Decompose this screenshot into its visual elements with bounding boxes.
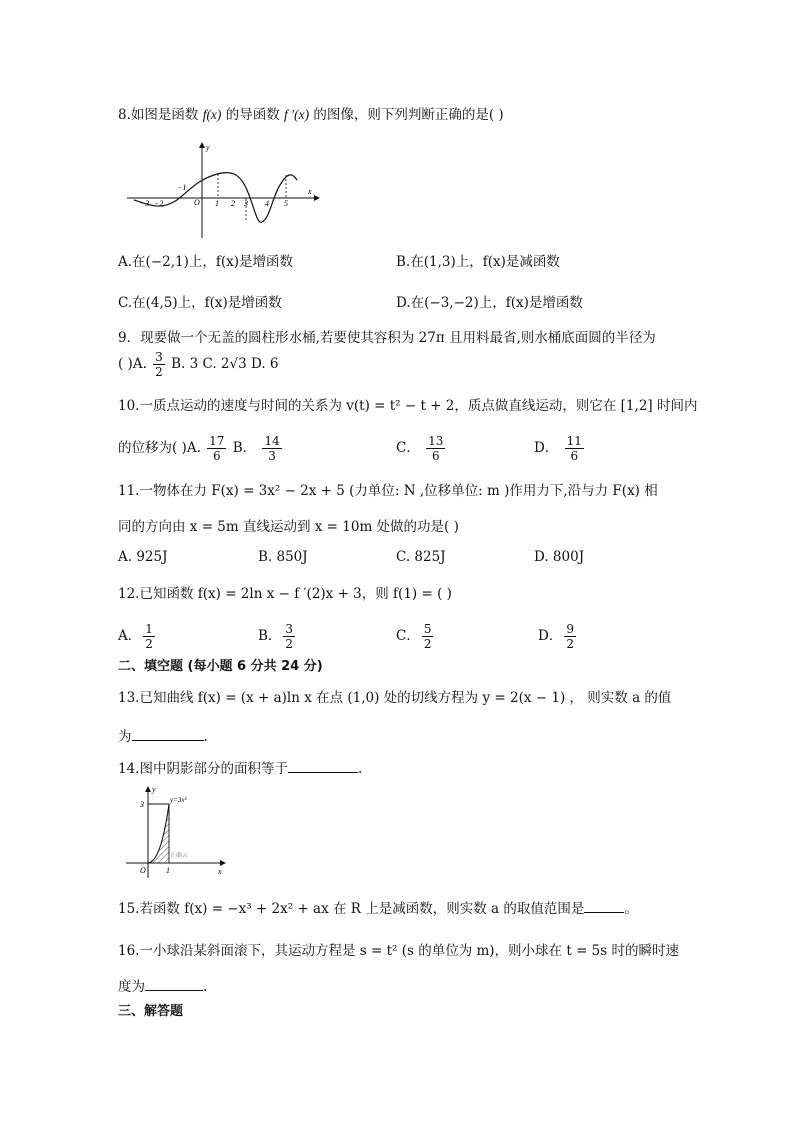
q11-option-b: B. 850J (258, 549, 308, 565)
q11-option-c: C. 825J (396, 549, 446, 565)
q14-origin: O (140, 866, 146, 875)
q8-stem-a: 8.如图是函数 (118, 107, 199, 123)
q8-derivative-graph (122, 140, 322, 240)
q8-stem-b: 的导函数 (225, 107, 280, 123)
q14-stem: 14.图中阴影部分的面积等于 . (118, 758, 362, 779)
q8-ylabel: y (206, 143, 210, 152)
q14-ylabel: y (152, 785, 156, 794)
q8-option-c: C.在(4,5)上，f(x)是增函数 (118, 295, 282, 311)
q10-option-c: C． $\frac{13}{6}$ (396, 434, 444, 463)
q15-answer-blank[interactable] (584, 898, 624, 913)
q14-curve-label: y=3x² (170, 796, 187, 804)
q12-option-c: C． $\frac{5}{2}$ (396, 622, 432, 651)
q16-stem-line2: 度为 . (118, 976, 207, 997)
section-answer-heading: 三、解答题 (118, 1004, 184, 1019)
q16-stem-line1: 16.一小球沿某斜面滚下，其运动方程是 s = t² (s 的单位为 m)，则小球在 t = 5s 时的瞬时速 (118, 943, 679, 959)
q8-tick: 2 (231, 199, 235, 208)
q11-option-d: D. 800J (534, 549, 585, 565)
q15-stem: 15.若函数 f(x) = −x³ + 2x² + ax 在 R 上是减函数，则实数 a 的取值范围是 。 (118, 898, 638, 919)
q8-tick: −1 (177, 183, 187, 192)
q10-stem: 10.一质点运动的速度与时间的关系为 v(t) = t² − t + 2，质点做直线运动，则它在 [1,2] 时间内 (118, 398, 698, 414)
q9-options (118, 350, 279, 379)
q8-tick: 3 (244, 199, 248, 208)
q14-shaded-area-graph (118, 784, 228, 884)
q10-option-d: D． $\frac{11}{6}$ (534, 434, 582, 463)
q14-watermark: 正确云 (170, 853, 189, 859)
q14-tick-3: 3 (140, 800, 144, 809)
q10-option-a-frac: $\frac{17}{6}$ (209, 434, 225, 463)
q9-stem: 9．现要做一个无盖的圆柱形水桶,若要使其容积为 27π 且用料最省,则水桶底面圆的半径为 (118, 330, 656, 346)
q12-stem: 12.已知函数 f(x) = 2ln x − f ′(2)x + 3，则 f(1) = ( ) (118, 586, 452, 602)
q14-answer-blank[interactable] (288, 758, 358, 773)
q8-tick: 4 (265, 199, 269, 208)
q14-xlabel: x (218, 867, 222, 876)
q8-xlabel: x (308, 187, 312, 196)
q8-origin: O (194, 198, 200, 207)
q12-option-d: D． $\frac{9}{2}$ (538, 622, 574, 651)
q10-lead: 的位移为( )A. $\frac{17}{6}$ B． $\frac{14}{3}$ (118, 434, 280, 463)
q13-stem-line1: 13.已知曲线 f(x) = (x + a)ln x 在点 (1,0) 处的切线方程为 y = 2(x − 1) ， 则实数 a 的值 (118, 690, 672, 706)
q12-option-b: B． $\frac{3}{2}$ (258, 622, 294, 651)
q8-tick: 1 (215, 199, 219, 208)
q14-tick-1: 1 (166, 866, 170, 875)
q11-option-a: A. 925J (118, 549, 168, 565)
q8-stem-c: 的图像，则下列判断正确的是( ) (313, 107, 504, 123)
q8-option-b: B.在(1,3)上，f(x)是减函数 (396, 254, 560, 270)
section-fill-in-heading: 二、填空题 (每小题 6 分共 24 分) (118, 659, 323, 674)
q13-stem-line2: 为 . (118, 726, 208, 747)
q13-answer-blank[interactable] (132, 726, 204, 741)
q8-tick: −3 (140, 199, 150, 208)
q8-stem (118, 105, 504, 125)
q11-stem-line1: 11.一物体在力 F(x) = 3x² − 2x + 5 (力单位: N ,位移单位: m )作用力下,沿与力 F(x) 相 (118, 483, 658, 499)
q16-answer-blank[interactable] (145, 976, 203, 991)
q8-fpx: f ′(x) (284, 107, 310, 122)
q9-rest: B. 3 C. 2√3 D. 6 (171, 356, 279, 372)
q8-tick: −2 (154, 199, 164, 208)
q8-fx: f(x) (202, 107, 222, 122)
q8-option-d: D.在(−3,−2)上，f(x)是增函数 (396, 295, 583, 311)
q8-tick: 5 (284, 199, 288, 208)
q8-option-a: A.在(−2,1)上，f(x)是增函数 (118, 254, 293, 270)
q10-option-b-frac: $\frac{14}{3}$ (264, 434, 280, 463)
q12-option-a: A． $\frac{1}{2}$ (118, 622, 153, 651)
q11-stem-line2: 同的方向由 x = 5m 直线运动到 x = 10m 处做的功是( ) (118, 519, 459, 535)
q9-option-a-frac: $\frac{3}{2}$ (155, 350, 163, 379)
q9-paren: ( )A. (118, 356, 147, 372)
